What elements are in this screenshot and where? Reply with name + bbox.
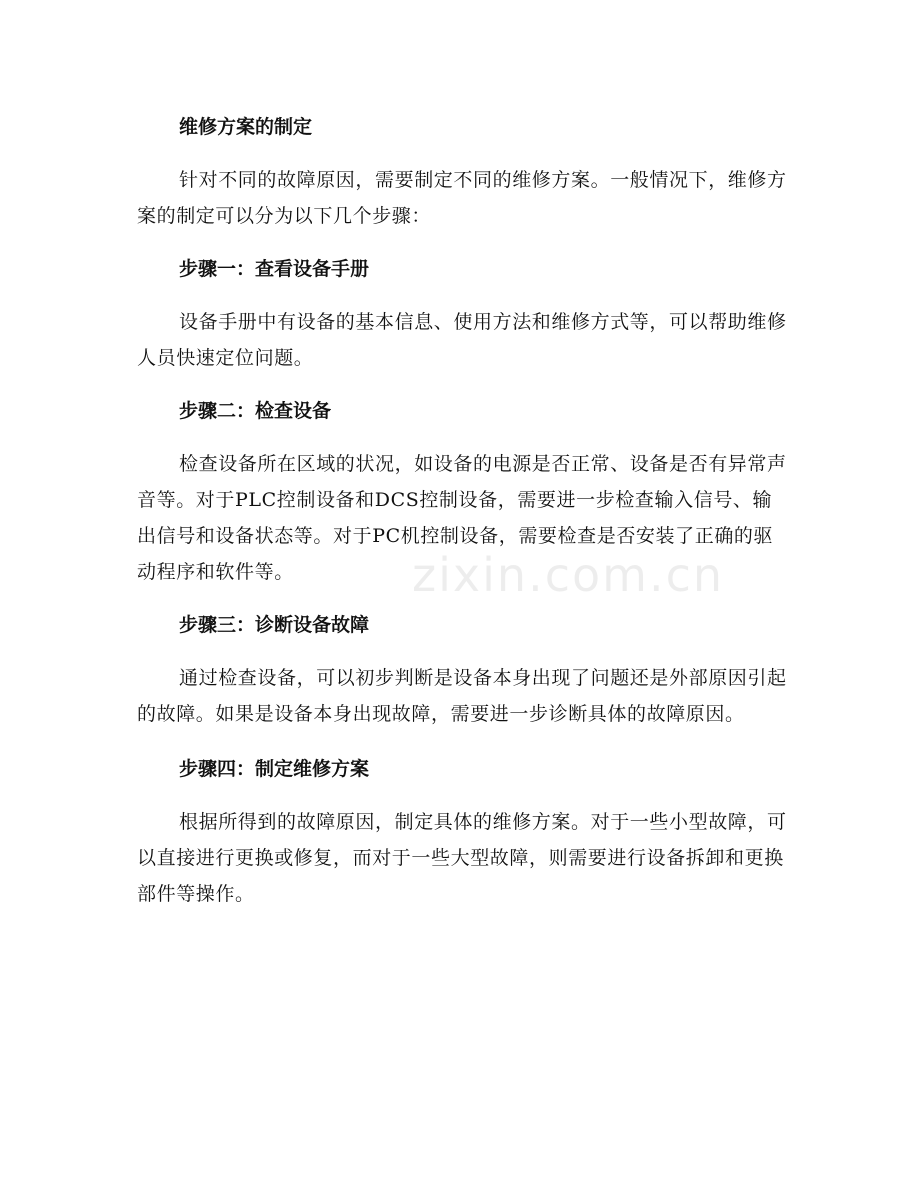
section-title: 维修方案的制定: [179, 116, 313, 138]
intro-paragraph: 针对不同的故障原因，需要制定不同的维修方案。一般情况下，维修方案的制定可以分为以下几个步骤：: [137, 169, 787, 227]
step-4-body: 根据所得到的故障原因，制定具体的维修方案。对于一些小型故障，可以直接进行更换或修复，而对于一些大型故障，则需要进行设备拆卸和更换部件等操作。: [137, 811, 787, 905]
step-1-heading: 步骤一：查看设备手册: [179, 258, 370, 280]
step-3-body: 通过检查设备，可以初步判断是设备本身出现了问题还是外部原因引起的故障。如果是设备本身出现故障，需要进一步诊断具体的故障原因。: [137, 667, 787, 725]
step-3-heading: 步骤三：诊断设备故障: [179, 614, 370, 636]
watermark: zixin.com.cn: [412, 548, 725, 602]
step-4-heading: 步骤四：制定维修方案: [179, 758, 370, 780]
document-content: [137, 108, 787, 912]
step-2-body: 检查设备所在区域的状况，如设备的电源是否正常、设备是否有异常声音等。对于PLC控制设备和DCS控制设备，需要进一步检查输入信号、输出信号和设备状态等。对于PC机控制设备，需要检查是否安装了正确的驱动程序和软件等。: [137, 453, 787, 583]
step-1-body: 设备手册中有设备的基本信息、使用方法和维修方式等，可以帮助维修人员快速定位问题。: [137, 311, 787, 369]
step-2-heading: 步骤二：检查设备: [179, 400, 332, 422]
